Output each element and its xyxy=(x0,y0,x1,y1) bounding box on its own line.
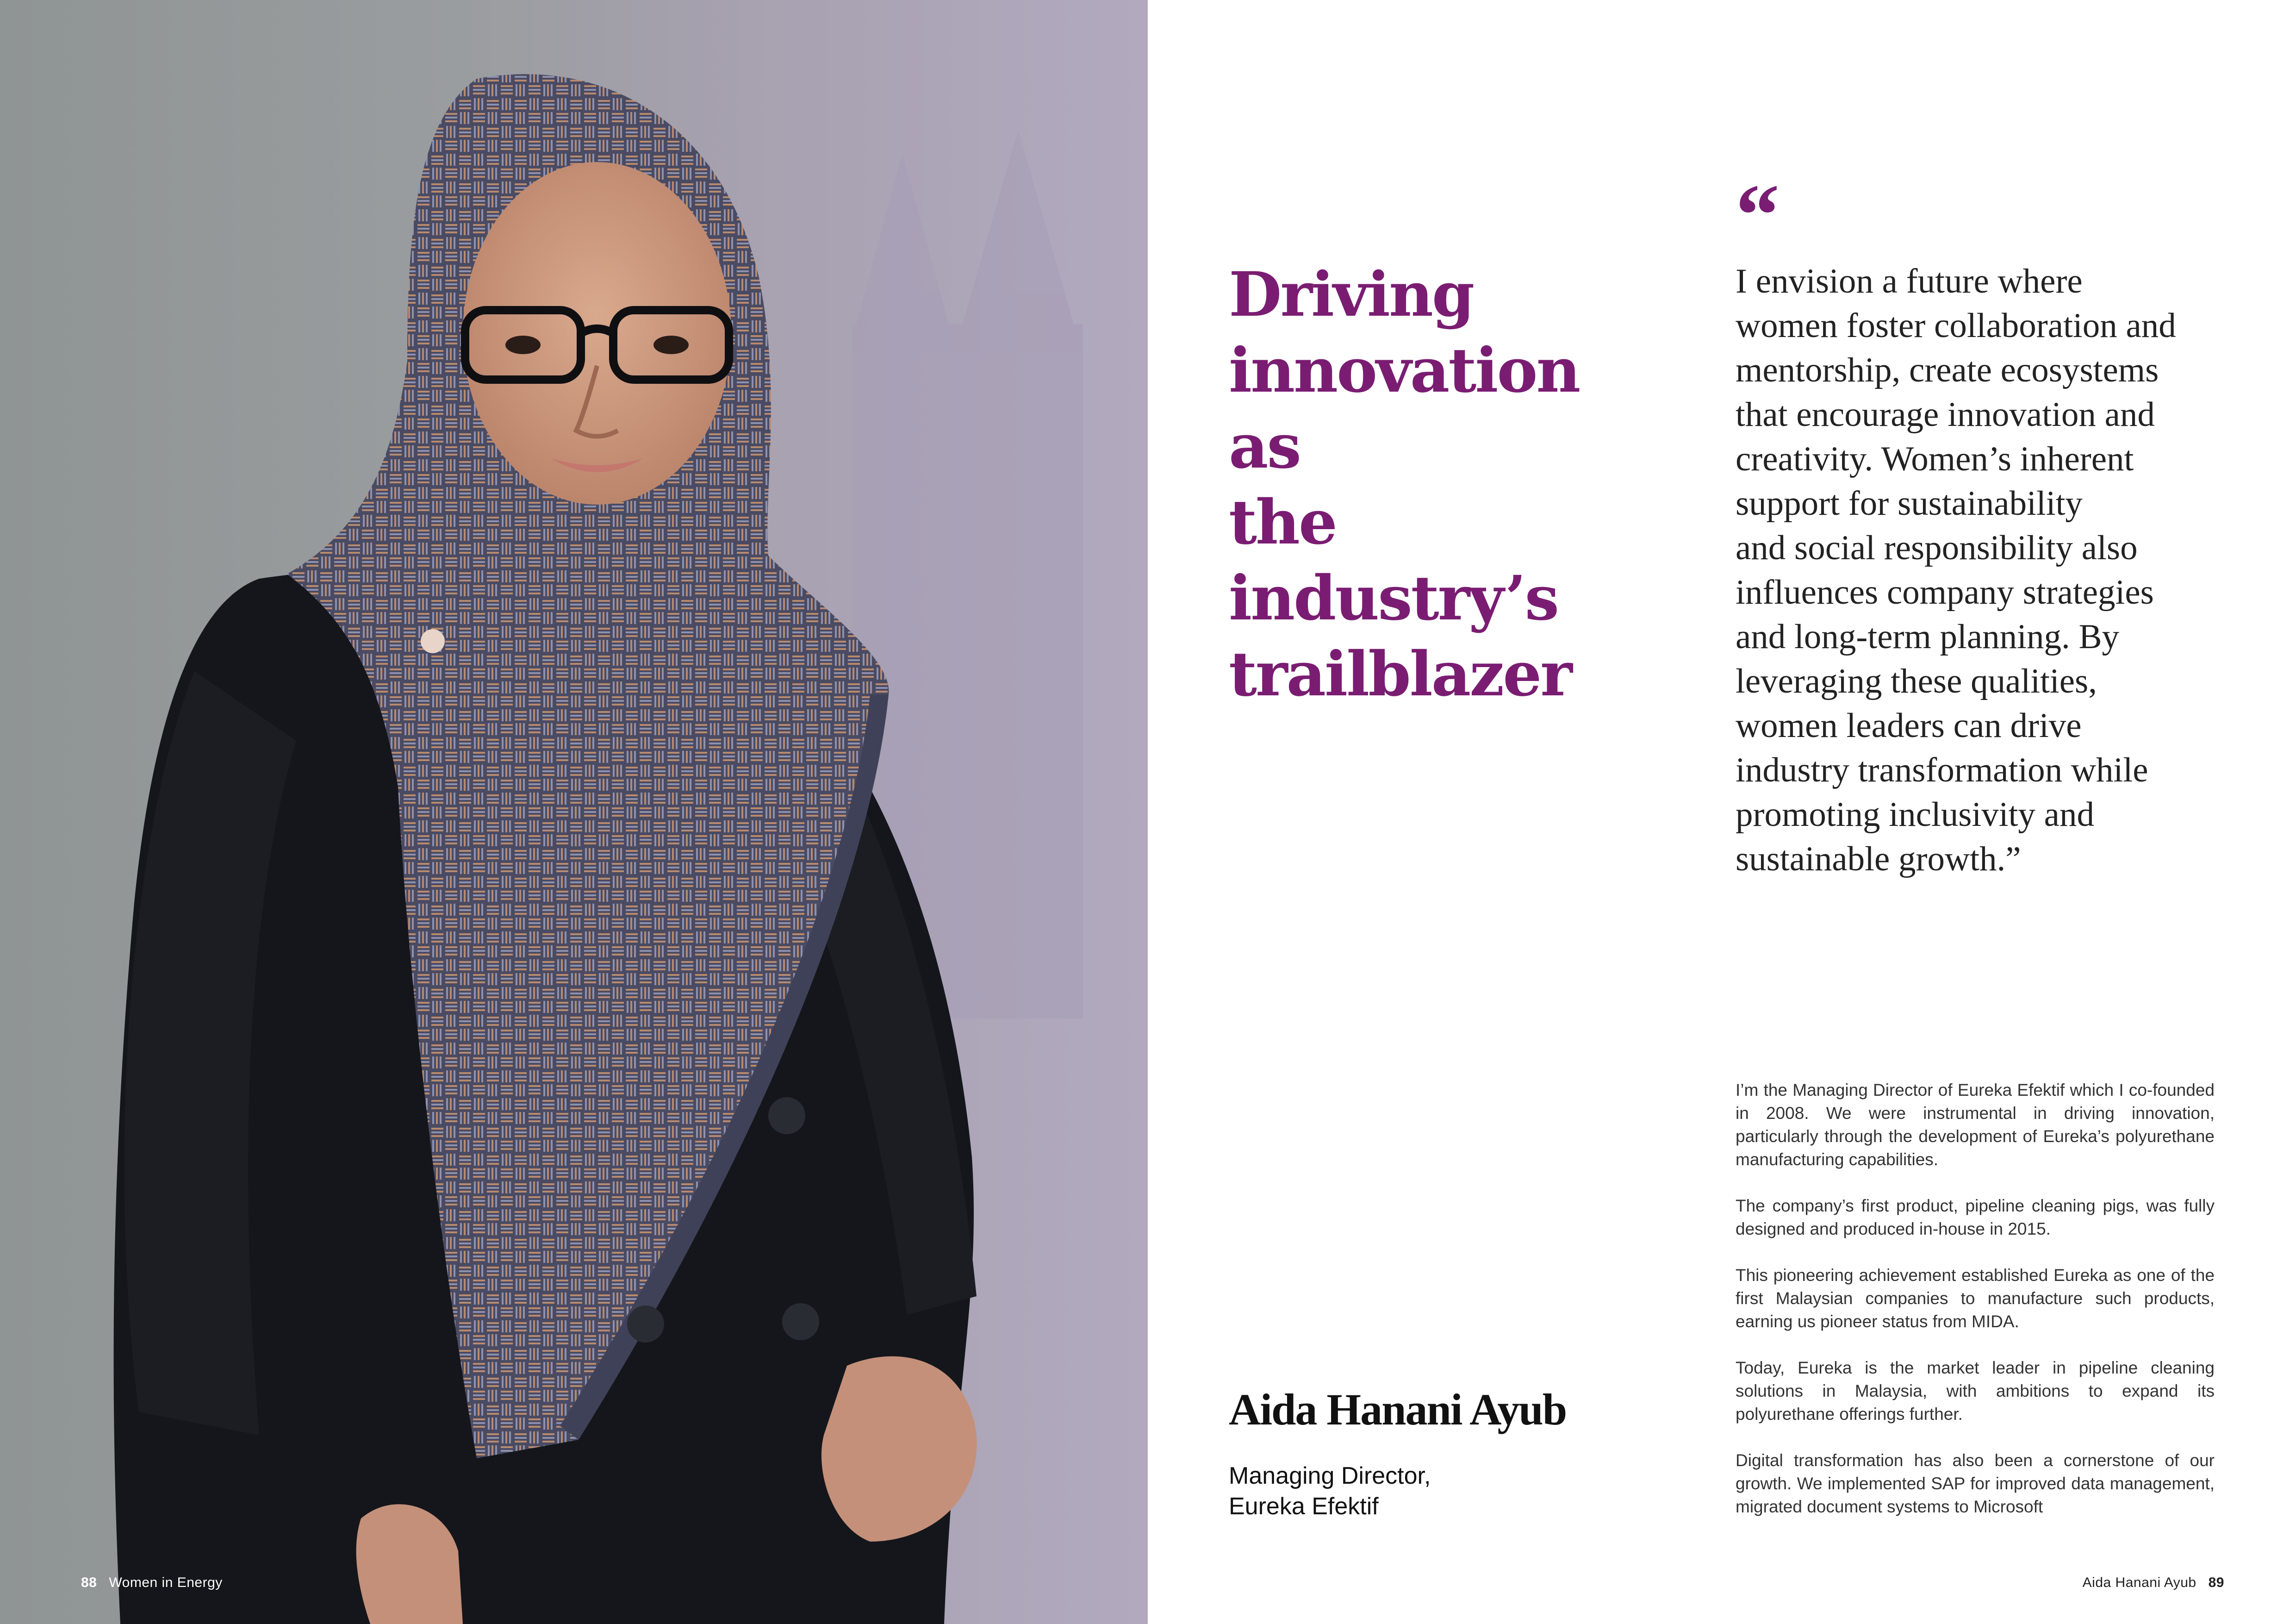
role-line: Eureka Efektif xyxy=(1229,1493,1379,1520)
quote-line: mentorship, create ecosystems xyxy=(1736,351,2159,389)
quote-line: women foster collaboration and xyxy=(1736,306,2176,345)
body-paragraph: Digital transformation has also been a cornerstone of our growth. We implemented SAP for improved data management, migrated document systems to Microsoft xyxy=(1736,1451,2215,1516)
pull-quote xyxy=(1736,259,2245,881)
left-page-number: 88 xyxy=(81,1575,97,1590)
quote-line: that encourage innovation and xyxy=(1736,395,2155,434)
quote-line: and social responsibility also xyxy=(1736,529,2138,567)
headline xyxy=(1229,257,1645,712)
quote-line: sustainable growth.” xyxy=(1736,840,2021,878)
headline-line: trailblazer xyxy=(1229,638,1571,710)
quote-line: industry transformation while xyxy=(1736,751,2148,789)
person-name: Aida Hanani Ayub xyxy=(1229,1385,1567,1434)
right-page-number: 89 xyxy=(2208,1575,2224,1590)
left-running-footer: Women in Energy xyxy=(109,1575,223,1590)
quote-line: and long-term planning. By xyxy=(1736,618,2120,656)
body-copy xyxy=(1736,1079,2215,1542)
quote-line: I envision a future where xyxy=(1736,262,2083,300)
headline-line: innovation as xyxy=(1229,335,1580,482)
quote-line: support for sustainability xyxy=(1736,484,2083,523)
body-paragraph: Today, Eureka is the market leader in pipeline cleaning solutions in Malaysia, with ambitions to expand its polyurethane offerings further. xyxy=(1736,1358,2215,1424)
quote-mark-icon: “ xyxy=(1736,167,1780,264)
quote-line: leveraging these qualities, xyxy=(1736,662,2097,700)
body-paragraph: The company’s first product, pipeline cleaning pigs, was fully designed and produced in-house in 2015. xyxy=(1736,1196,2215,1238)
quote-line: women leaders can drive xyxy=(1736,706,2082,745)
body-paragraph: This pioneering achievement established Eureka as one of the first Malaysian companies to manufacture such products, earning us pioneer status from MIDA. xyxy=(1736,1266,2215,1331)
right-page-footer xyxy=(2083,1575,2224,1591)
left-page-footer xyxy=(81,1575,223,1591)
body-paragraph: I’m the Managing Director of Eureka Efektif which I co-founded in 2008. We were instrumental in driving innovation, particularly through the development of Eureka’s polyurethane manufacturing capabilities. xyxy=(1736,1081,2215,1169)
headline-line: Driving xyxy=(1229,259,1474,331)
person-role xyxy=(1229,1461,1553,1522)
quote-line: creativity. Women’s inherent xyxy=(1736,440,2134,478)
right-running-footer: Aida Hanani Ayub xyxy=(2082,1575,2196,1590)
quote-line: promoting inclusivity and xyxy=(1736,795,2094,834)
headline-line: the industry’s xyxy=(1229,487,1558,634)
role-line: Managing Director, xyxy=(1229,1462,1431,1489)
quote-line: influences company strategies xyxy=(1736,573,2154,612)
